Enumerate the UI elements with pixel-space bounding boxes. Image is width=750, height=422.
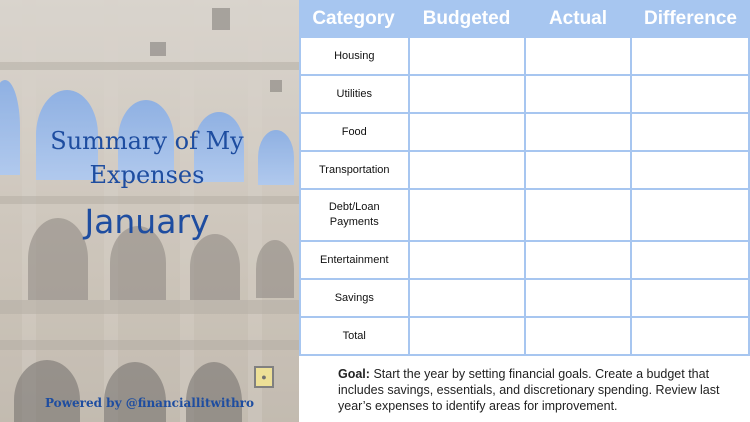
- budgeted-cell[interactable]: [410, 280, 526, 316]
- table-body: [299, 38, 750, 356]
- table-row: [301, 242, 750, 280]
- category-label: Entertainment: [320, 253, 389, 266]
- category-label: Debt/Loan Payments: [328, 201, 380, 228]
- difference-cell[interactable]: [632, 190, 750, 240]
- budgeted-cell[interactable]: [410, 318, 526, 354]
- category-label: Utilities: [336, 87, 372, 100]
- table-header: [299, 0, 750, 38]
- budgeted-cell[interactable]: [410, 76, 526, 112]
- difference-cell[interactable]: [632, 318, 750, 354]
- actual-cell[interactable]: [526, 318, 632, 354]
- category-cell: [301, 190, 410, 240]
- category-label: Food: [341, 125, 367, 138]
- category-cell: [301, 280, 410, 316]
- category-label: Total: [342, 329, 366, 342]
- difference-cell[interactable]: [632, 114, 750, 150]
- goal-text: Start the year by setting financial goals. Create a budget that includes savings, essentials, and discretionary spending. Review last year’s expenses to identify areas for improvement.: [338, 367, 720, 413]
- category-label: Housing: [334, 49, 375, 62]
- table-row: [301, 190, 750, 242]
- category-cell: [301, 38, 410, 74]
- category-cell: [301, 242, 410, 278]
- table-row: [301, 280, 750, 318]
- difference-cell[interactable]: [632, 280, 750, 316]
- actual-cell[interactable]: [526, 190, 632, 240]
- budgeted-cell[interactable]: [410, 152, 526, 188]
- category-cell: [301, 318, 410, 354]
- actual-cell[interactable]: [526, 114, 632, 150]
- category-label: Transportation: [318, 163, 390, 176]
- table-row: [301, 76, 750, 114]
- expense-table: [299, 0, 750, 356]
- difference-cell[interactable]: [632, 152, 750, 188]
- goal-note: [338, 366, 728, 414]
- difference-cell[interactable]: [632, 242, 750, 278]
- header-budgeted: Budgeted: [422, 8, 511, 29]
- page-title: Summary of My Expenses: [50, 127, 244, 189]
- budgeted-cell[interactable]: [410, 190, 526, 240]
- powered-by-credit: Powered by @financiallitwithro: [44, 396, 255, 410]
- actual-cell[interactable]: [526, 242, 632, 278]
- difference-cell[interactable]: [632, 38, 750, 74]
- category-cell: [301, 114, 410, 150]
- budgeted-cell[interactable]: [410, 114, 526, 150]
- actual-cell[interactable]: [526, 152, 632, 188]
- category-cell: [301, 152, 410, 188]
- table-row: [301, 318, 750, 356]
- header-actual: Actual: [548, 8, 608, 29]
- category-cell: [301, 76, 410, 112]
- goal-label: Goal:: [338, 367, 370, 381]
- sign-icon: ●: [254, 366, 274, 388]
- table-row: [301, 152, 750, 190]
- actual-cell[interactable]: [526, 280, 632, 316]
- header-category: Category: [312, 8, 395, 29]
- header-difference: Difference: [644, 8, 737, 29]
- budgeted-cell[interactable]: [410, 38, 526, 74]
- category-label: Savings: [334, 291, 374, 304]
- table-row: [301, 114, 750, 152]
- table-row: [301, 38, 750, 76]
- actual-cell[interactable]: [526, 76, 632, 112]
- month-label: January: [84, 202, 210, 241]
- budgeted-cell[interactable]: [410, 242, 526, 278]
- actual-cell[interactable]: [526, 38, 632, 74]
- difference-cell[interactable]: [632, 76, 750, 112]
